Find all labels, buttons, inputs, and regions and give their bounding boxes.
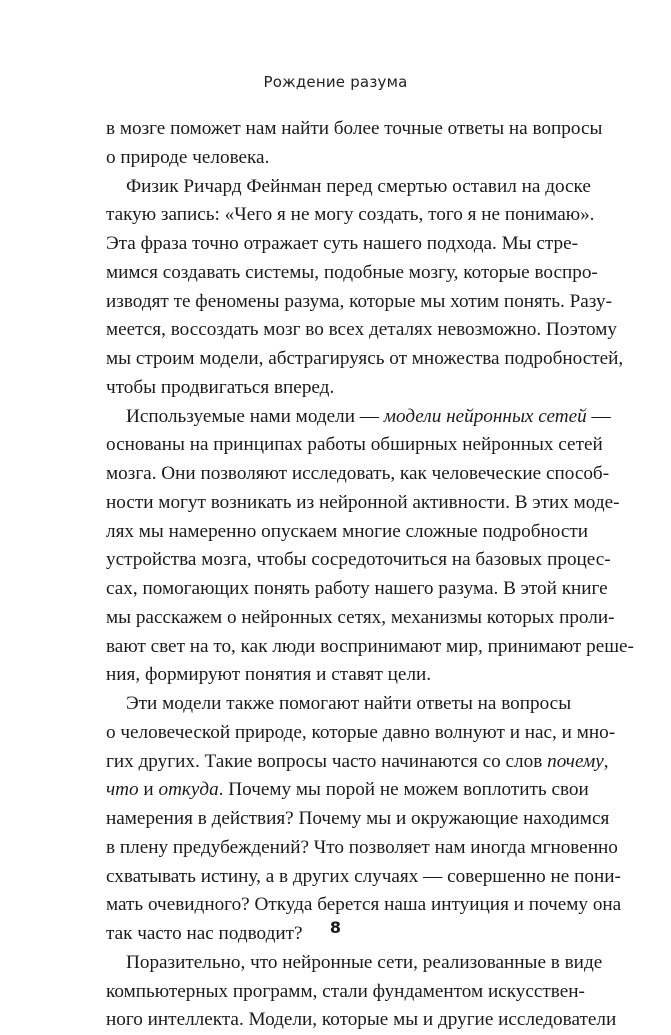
- text-line: компьютерных программ, стали фундаментом искусствен-: [106, 980, 585, 1002]
- text-line: Физик Ричард Фейнман перед смертью оставил на доске: [126, 175, 591, 197]
- page-number: 8: [329, 918, 342, 937]
- text-line: о природе человека.: [106, 146, 270, 168]
- text-line: устройства мозга, чтобы сосредоточиться на базовых процес-: [106, 549, 611, 571]
- text-line: Эти модели также помогают найти ответы на вопросы: [126, 693, 572, 714]
- text-line: в мозге поможет нам найти более точные ответы на вопросы: [106, 118, 603, 139]
- text-line: мы расскажем о нейронных сетях, механизмы которых проли-: [106, 606, 615, 628]
- italic-term: модели нейронных сетей: [383, 405, 587, 427]
- italic-term: почему: [547, 750, 604, 772]
- text-line: мы строим модели, абстрагируясь от множества подробностей,: [106, 348, 624, 369]
- text-line: ности могут возникать из нейронной активности. В этих моде-: [106, 491, 620, 513]
- text-fragment: и: [138, 779, 159, 801]
- text-line: ного интеллекта. Модели, которые мы и другие исследователи: [106, 1009, 617, 1031]
- text-line: вают свет на то, как люди воспринимают мир, принимают реше-: [106, 635, 634, 657]
- text-line: лях мы намеренно опускаем многие сложные подробности: [106, 520, 589, 542]
- italic-term: откуда: [158, 779, 219, 801]
- running-head-title: Рождение разума: [263, 73, 408, 91]
- text-fragment: ,: [603, 750, 609, 772]
- text-line: основаны на принципах работы обширных нейронных сетей: [106, 434, 603, 456]
- text-fragment: Используемые нами модели —: [126, 405, 379, 427]
- text-line: намерения в действия? Почему мы и окружающие находимся: [106, 808, 610, 829]
- text-line: чтобы продвигаться вперед.: [106, 376, 335, 398]
- text-line: мозга. Они позволяют исследовать, как человеческие способ-: [106, 463, 610, 484]
- text-fragment: —: [591, 405, 611, 427]
- text-line-mixed: [106, 776, 589, 805]
- text-line-mixed: [106, 748, 609, 777]
- text-line-mixed: [106, 403, 611, 432]
- text-line: Эта фраза точно отражает суть нашего подхода. Мы стре-: [106, 233, 578, 254]
- text-line: изводят те феномены разума, которые мы хотим понять. Разу-: [106, 290, 612, 312]
- text-line: мать очевидного? Откуда берется наша интуиция и почему она: [106, 894, 622, 916]
- text-line: в плену предубеждений? Что позволяет нам иногда мгновенно: [106, 836, 618, 858]
- text-fragment: гих других. Такие вопросы часто начинаются со слов: [106, 750, 543, 772]
- text-line: о человеческой природе, которые давно волнуют и нас, и мно-: [106, 721, 616, 743]
- text-line: меется, воссоздать мозг во всех деталях невозможно. Поэтому: [106, 319, 617, 341]
- body-text: [106, 115, 634, 1035]
- text-line: так часто нас подводит?: [106, 923, 303, 944]
- text-line: схватывать истину, а в других случаях — совершенно не пони-: [106, 865, 621, 887]
- text-line: ния, формируют понятия и ставят цели.: [106, 664, 432, 686]
- text-line: сах, помогающих понять работу нашего разума. В этой книге: [106, 578, 608, 599]
- text-line: такую запись: «Чего я не могу создать, того я не понимаю».: [106, 204, 595, 226]
- text-fragment: . Почему мы порой не можем воплотить свои: [218, 779, 589, 801]
- italic-term: что: [106, 779, 139, 801]
- text-line: мимся создавать системы, подобные мозгу, которые воспро-: [106, 261, 598, 283]
- text-line: Поразительно, что нейронные сети, реализованные в виде: [126, 951, 603, 973]
